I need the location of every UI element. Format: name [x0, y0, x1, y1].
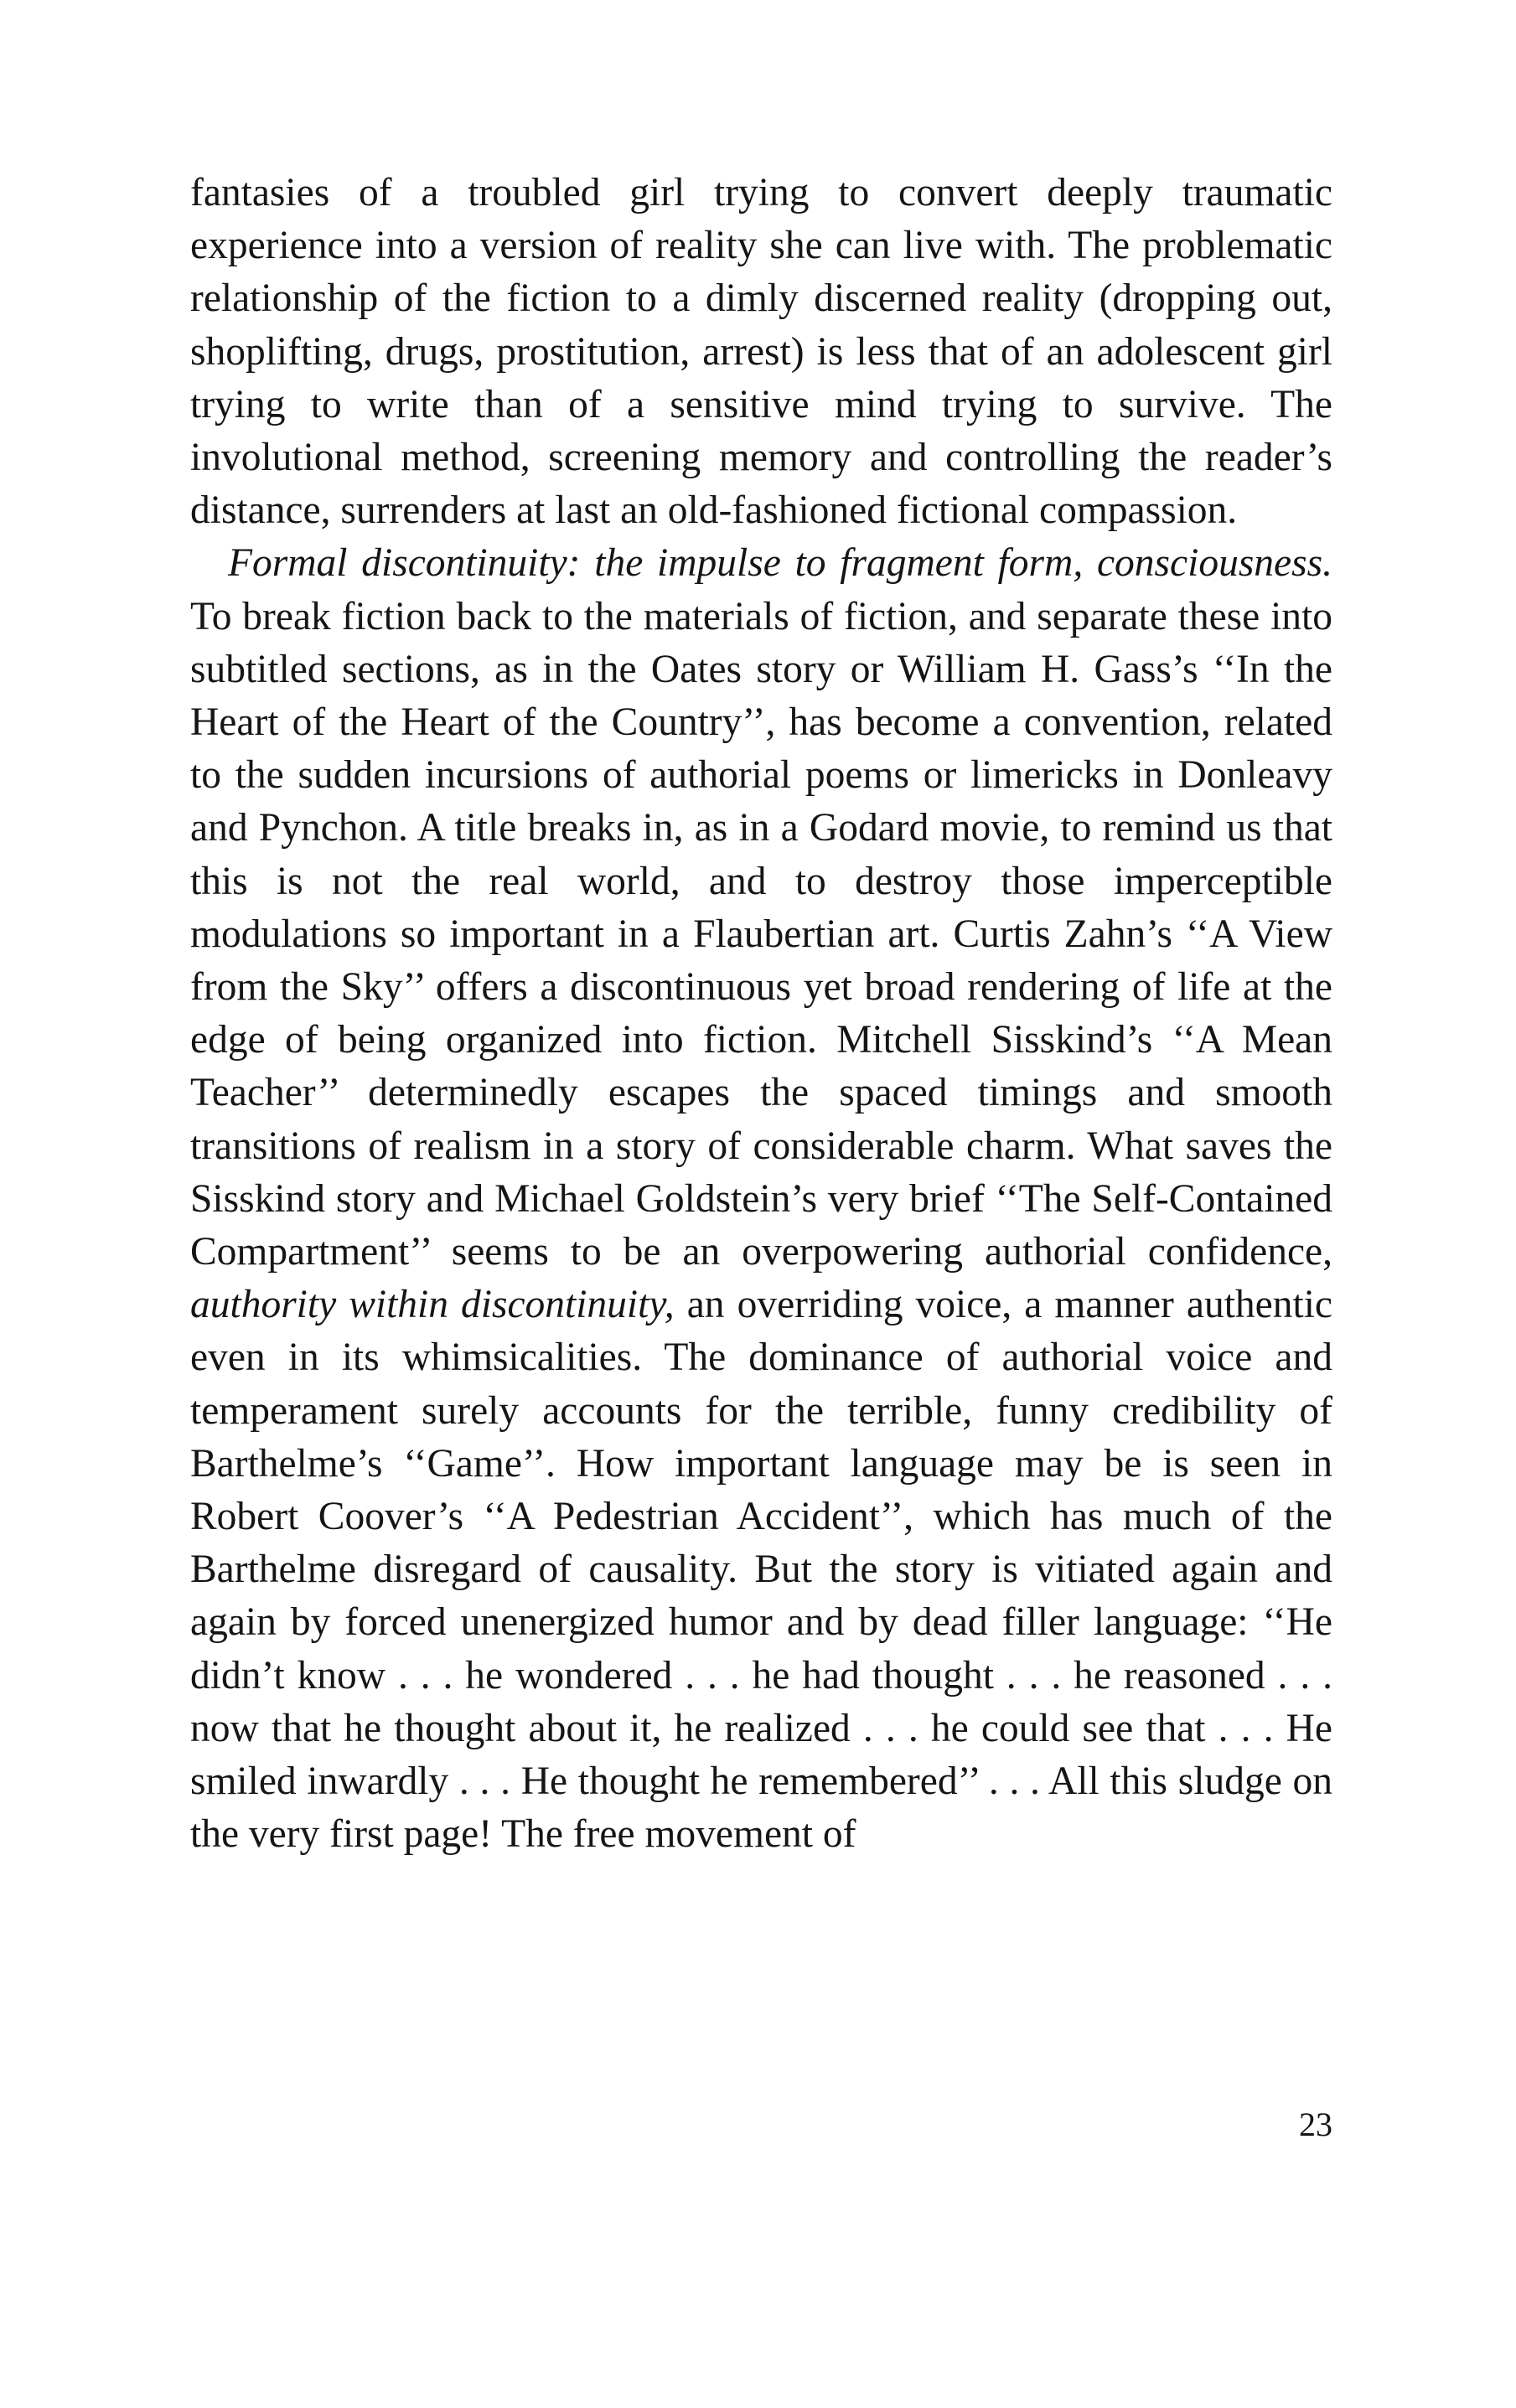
- paragraph-1: fantasies of a troubled girl trying to convert deeply traumatic experience into a version of reality she can live with. The problematic relationship of the fiction to a dimly discerned reality (dropping out, shoplifting, drugs, prostitution, arrest) is less that of an adolescent girl trying to write than of a sensitive mind trying to survive. The involutional method, screening memory and controlling the reader’s distance, surrenders at last an old-fashioned fictional compassion.: [190, 171, 1332, 533]
- paragraph-2-text-a: To break fiction back to the materials of fiction, and separate these into subtitled sections, as in the Oates story or William H. Gass’s ‘‘In the Heart of the Heart of the Country’’, has become a convention, related to the sudden incursions of authorial poems or limericks in Donleavy and Pynchon. A title breaks in, as in a Godard movie, to remind us that this is not the real world, and to destroy those imperceptible modulations so important in a Flaubertian art. Curtis Zahn’s ‘‘A View from the Sky’’ offers a discontinuous yet broad rendering of life at the edge of being organized into fiction. Mitchell Sisskind’s ‘‘A Mean Teacher’’ determinedly escapes the spaced timings and smooth transitions of realism in a story of considerable charm. What saves the Sisskind story and Michael Goldstein’s very brief ‘‘The Self-Contained Compartment’’ seems to be an overpowering authorial confidence,: [190, 594, 1332, 1274]
- paragraph-2-text-b: an overriding voice, a manner authentic even in its whimsicalities. The dominance of authorial voice and temperament surely accounts for the terrible, funny credibility of Barthelme’s ‘‘Game’’. How important language may be is seen in Robert Coover’s ‘‘A Pedestrian Accident’’, which has much of the Barthelme disregard of causality. But the story is vitiated again and again by forced unenergized humor and by dead filler language: ‘‘He didn’t know . . . he wondered . . . he had thought . . . he reasoned . . . now that he thought about it, he realized . . . he could see that . . . He smiled inwardly . . . He thought he remembered’’ . . . All this sludge on the very first page! The free movement of: [190, 1283, 1332, 1857]
- body-text: [190, 167, 1332, 1862]
- paragraph-2: [190, 537, 1332, 1861]
- emphasis-italic: authority within discontinuity,: [190, 1283, 675, 1327]
- page-number: 23: [1299, 2106, 1332, 2143]
- section-heading-italic: Formal discontinuity: the impulse to fragment form, consciousness.: [228, 541, 1332, 586]
